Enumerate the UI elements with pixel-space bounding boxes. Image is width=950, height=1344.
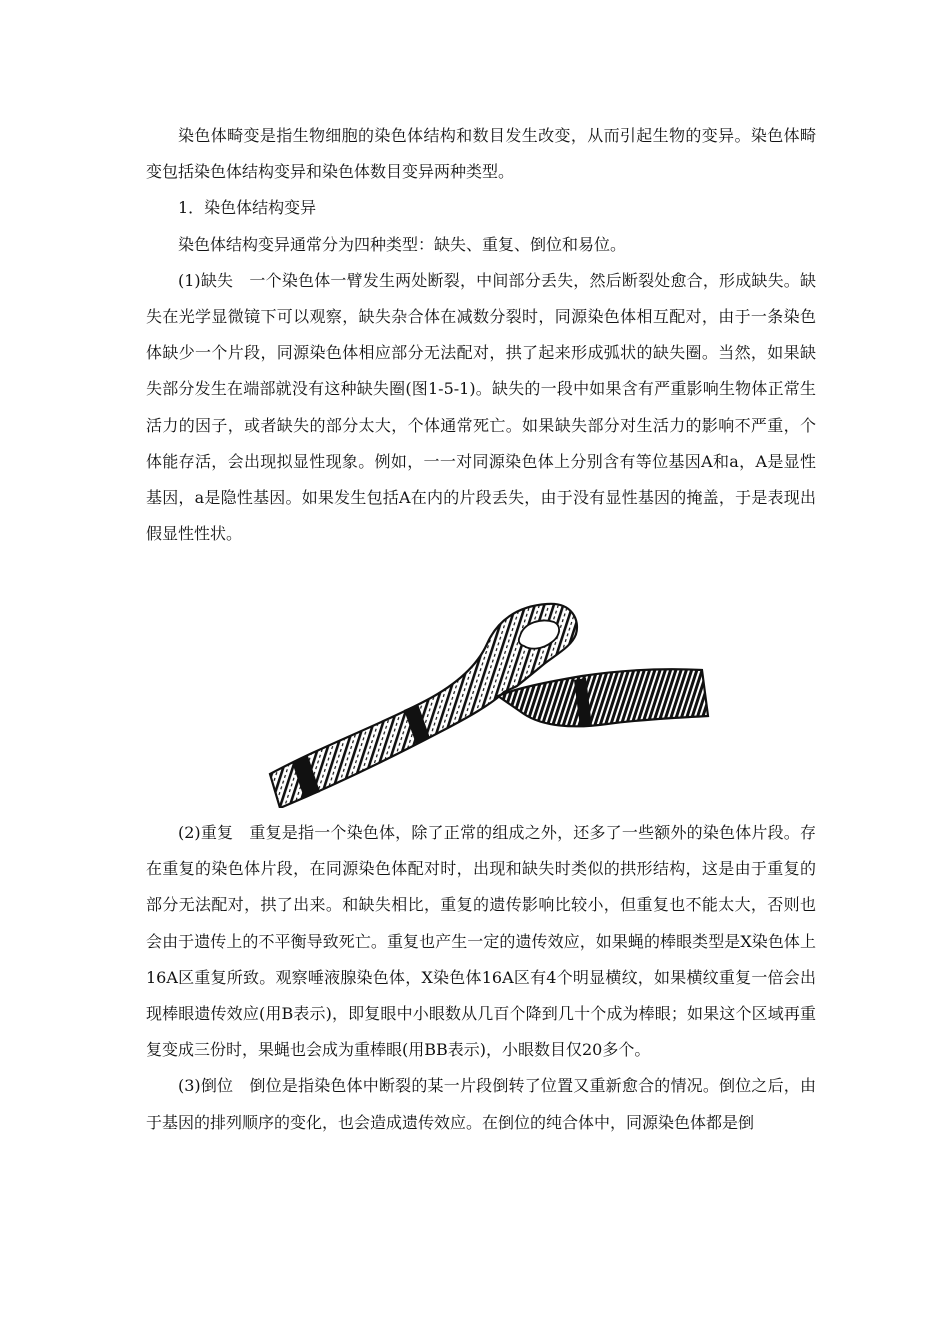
paragraph-section-intro: 染色体结构变异通常分为四种类型：缺失、重复、倒位和易位。	[178, 234, 627, 254]
lower-strand	[498, 669, 708, 726]
deletion-loop-figure	[262, 596, 714, 808]
paragraph-deletion: (1)缺失 一个染色体一臂发生两处断裂，中间部分丢失，然后断裂处愈合，形成缺失。缺失在光学显微镜下可以观察，缺失杂合体在减数分裂时，同源染色体相互配对，由于一条染色体缺少一个片段，同源染色体相应部分无法配对，拱了起来形成弧状的缺失圈。当然，如果缺失部分发生在端部就没有这种缺失圈(图1-5-1)。缺失的一段中如果含有严重影响生物体正常生活力的因子，或者缺失的部分太大，个体通常死亡。如果缺失部分对生活力的影响不严重，个体能存活，会出现拟显性现象。例如，一一对同源染色体上分别含有等位基因A和a，A是显性基因，a是隐性基因。如果发生包括A在内的片段丢失，由于没有显性基因的掩盖，于是表现出假显性性状。	[146, 270, 816, 544]
chromosome-deletion-loop-illustration	[262, 596, 714, 808]
paragraph-intro: 染色体畸变是指生物细胞的染色体结构和数目发生改变，从而引起生物的变异。染色体畸变包括染色体结构变异和染色体数目变异两种类型。	[146, 126, 816, 182]
paragraph-duplication: (2)重复 重复是指一个染色体，除了正常的组成之外，还多了一些额外的染色体片段。存在重复的染色体片段，在同源染色体配对时，出现和缺失时类似的拱形结构，这是由于重复的部分无法配对，拱了出来。和缺失相比，重复的遗传影响比较小，但重复也不能太大，否则也会由于遗传上的不平衡导致死亡。重复也产生一定的遗传效应，如果蝇的棒眼类型是X染色体上16A区重复所致。观察唾液腺染色体，X染色体16A区有4个明显横纹，如果横纹重复一倍会出现棒眼遗传效应(用B表示)，即复眼中小眼数从几百个降到几十个成为棒眼；如果这个区域再重复变成三份时，果蝇也会成为重棒眼(用BB表示)，小眼数目仅20多个。	[146, 823, 816, 1060]
text-block-top	[146, 118, 816, 552]
paragraph-inversion: (3)倒位 倒位是指染色体中断裂的某一片段倒转了位置又重新愈合的情况。倒位之后，由于基因的排列顺序的变化，也会造成遗传效应。在倒位的纯合体中，同源染色体都是倒	[146, 1076, 816, 1132]
text-block-bottom	[146, 815, 816, 1141]
section-heading: 1．染色体结构变异	[178, 198, 317, 218]
